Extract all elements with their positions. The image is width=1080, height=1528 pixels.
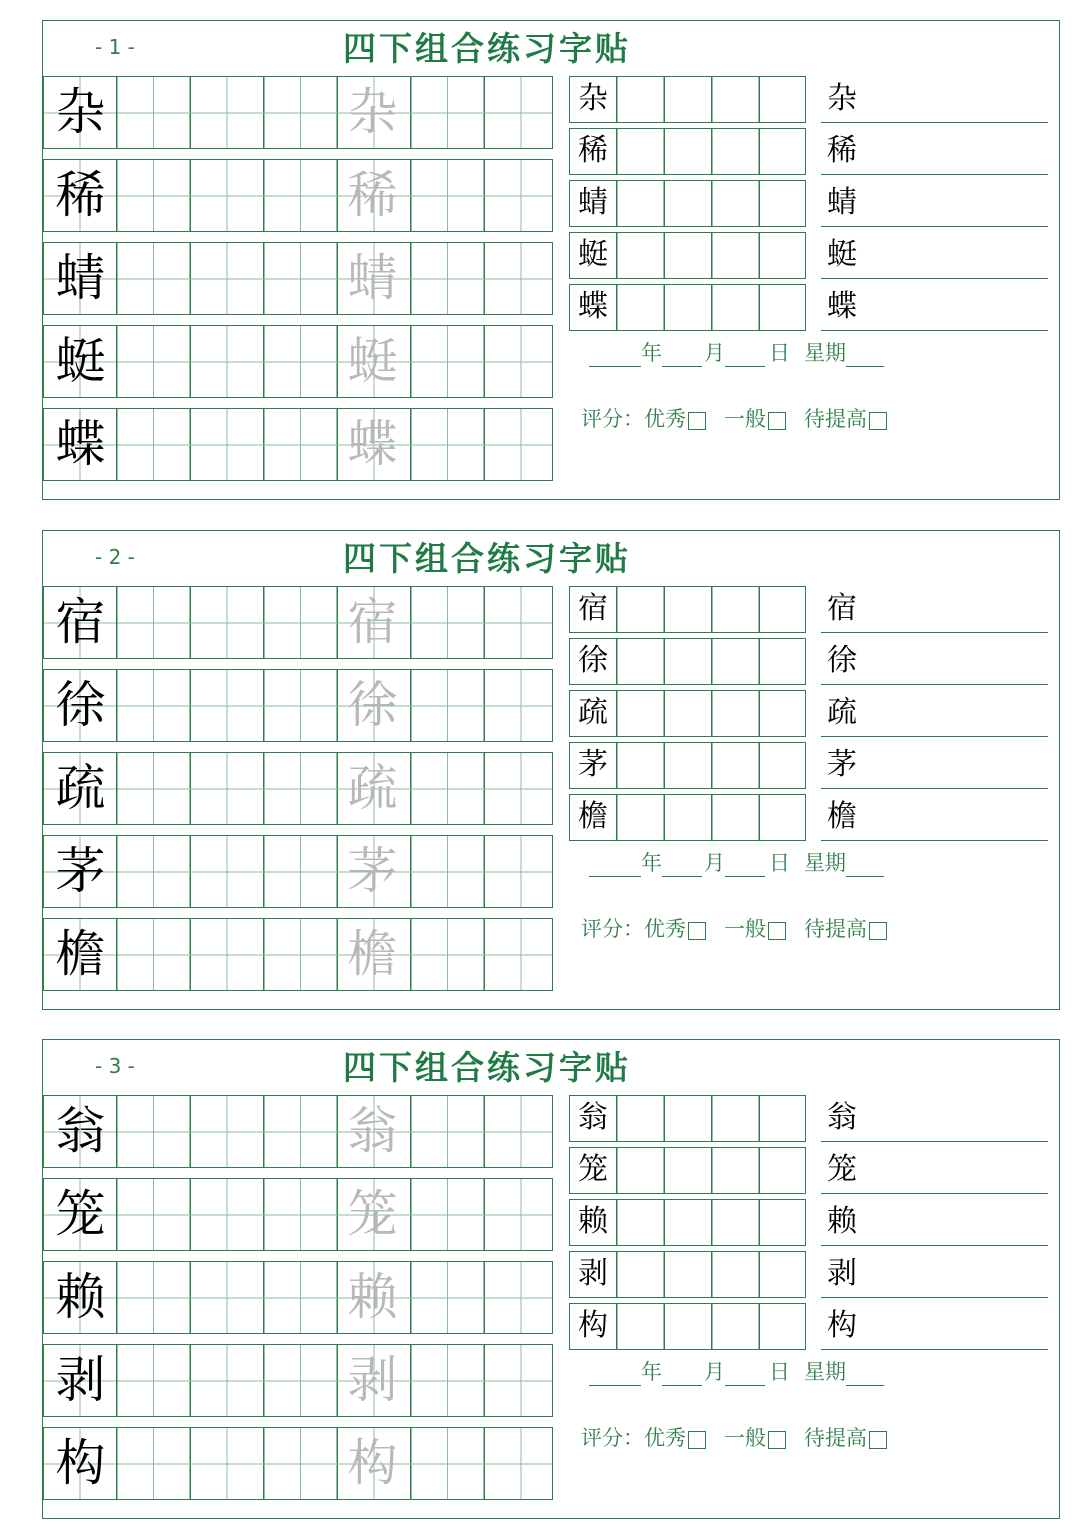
model-character: 稀 <box>55 166 106 224</box>
main-grid-row[interactable] <box>43 669 553 742</box>
small-grid-row[interactable] <box>569 586 806 633</box>
small-grid-row[interactable] <box>569 1147 806 1194</box>
rating-option-improve: 待提高 <box>804 407 867 431</box>
line-character: 构 <box>827 1308 857 1343</box>
line-character: 笼 <box>827 1152 857 1187</box>
main-grid-row[interactable] <box>43 242 553 315</box>
practice-panel <box>42 20 1060 500</box>
trace-character: 赖 <box>347 1268 398 1326</box>
month-label: 月 <box>704 341 725 365</box>
trace-character: 檐 <box>347 925 398 983</box>
trace-character: 翁 <box>347 1102 398 1160</box>
main-grid-row[interactable] <box>43 586 553 659</box>
small-model-character: 蜻 <box>578 185 608 220</box>
model-character: 杂 <box>55 83 106 141</box>
line-character: 檐 <box>827 799 857 834</box>
line-character: 赖 <box>827 1204 857 1239</box>
model-character: 翁 <box>55 1102 106 1160</box>
model-character: 宿 <box>55 593 106 651</box>
line-entry[interactable] <box>821 794 1048 841</box>
line-character: 蝶 <box>827 289 857 324</box>
trace-character: 杂 <box>347 83 398 141</box>
year-blank[interactable] <box>589 850 641 877</box>
main-grid-row[interactable] <box>43 1095 553 1168</box>
day-blank[interactable] <box>725 1359 765 1386</box>
line-entry[interactable] <box>821 76 1048 123</box>
practice-panel <box>42 1039 1060 1519</box>
line-entry[interactable] <box>821 284 1048 331</box>
weekday-label: 星期 <box>804 851 846 875</box>
improve-checkbox[interactable] <box>869 922 887 940</box>
day-blank[interactable] <box>725 340 765 367</box>
excellent-checkbox[interactable] <box>688 412 706 430</box>
small-grid-row[interactable] <box>569 1095 806 1142</box>
line-entry[interactable] <box>821 638 1048 685</box>
model-character: 笼 <box>55 1185 106 1243</box>
average-checkbox[interactable] <box>768 1431 786 1449</box>
month-label: 月 <box>704 851 725 875</box>
main-grid-row[interactable] <box>43 1427 553 1500</box>
panel-title: 四下组合练习字贴 <box>343 29 631 68</box>
line-entry[interactable] <box>821 1251 1048 1298</box>
line-character: 蜻 <box>827 185 857 220</box>
weekday-blank[interactable] <box>846 340 884 367</box>
date-line <box>589 847 884 881</box>
improve-checkbox[interactable] <box>869 1431 887 1449</box>
main-grid-row[interactable] <box>43 1261 553 1334</box>
rating-option-excellent: 优秀 <box>644 407 686 431</box>
small-model-character: 构 <box>578 1308 608 1343</box>
small-model-character: 赖 <box>578 1204 608 1239</box>
line-entry[interactable] <box>821 586 1048 633</box>
model-character: 构 <box>55 1434 106 1492</box>
date-line <box>589 1356 884 1390</box>
line-character: 稀 <box>827 133 857 168</box>
model-character: 剥 <box>55 1351 106 1409</box>
small-model-character: 稀 <box>578 133 608 168</box>
small-grid-row[interactable] <box>569 128 806 175</box>
model-character: 檐 <box>55 925 106 983</box>
line-entry[interactable] <box>821 180 1048 227</box>
line-entry[interactable] <box>821 128 1048 175</box>
trace-character: 疏 <box>347 759 398 817</box>
small-model-character: 蝶 <box>578 289 608 324</box>
main-grid-row[interactable] <box>43 325 553 398</box>
excellent-checkbox[interactable] <box>688 922 706 940</box>
small-grid-row[interactable] <box>569 232 806 279</box>
small-grid-row[interactable] <box>569 1251 806 1298</box>
line-entry[interactable] <box>821 1303 1048 1350</box>
small-grid-row[interactable] <box>569 180 806 227</box>
year-blank[interactable] <box>589 1359 641 1386</box>
trace-character: 蜻 <box>347 249 398 307</box>
excellent-checkbox[interactable] <box>688 1431 706 1449</box>
model-character: 赖 <box>55 1268 106 1326</box>
line-character: 茅 <box>827 747 857 782</box>
small-grid-row[interactable] <box>569 1303 806 1350</box>
main-grid-row[interactable] <box>43 752 553 825</box>
line-character: 疏 <box>827 695 857 730</box>
trace-character: 宿 <box>347 593 398 651</box>
line-entry[interactable] <box>821 232 1048 279</box>
day-label: 日 <box>769 851 790 875</box>
small-model-character: 剥 <box>578 1256 608 1291</box>
year-label: 年 <box>641 1360 662 1384</box>
practice-panel <box>42 530 1060 1010</box>
small-grid-row[interactable] <box>569 284 806 331</box>
line-character: 宿 <box>827 591 857 626</box>
weekday-blank[interactable] <box>846 850 884 877</box>
line-entry[interactable] <box>821 1199 1048 1246</box>
month-blank[interactable] <box>662 1359 702 1386</box>
average-checkbox[interactable] <box>768 412 786 430</box>
rating-option-average: 一般 <box>724 407 766 431</box>
small-model-character: 徐 <box>578 643 608 678</box>
month-blank[interactable] <box>662 850 702 877</box>
rating-option-average: 一般 <box>724 1426 766 1450</box>
small-model-character: 蜓 <box>578 237 608 272</box>
model-character: 蜻 <box>55 249 106 307</box>
weekday-label: 星期 <box>804 1360 846 1384</box>
year-label: 年 <box>641 851 662 875</box>
trace-character: 构 <box>347 1434 398 1492</box>
trace-character: 茅 <box>347 842 398 900</box>
year-label: 年 <box>641 341 662 365</box>
main-grid-row[interactable] <box>43 76 553 149</box>
line-entry[interactable] <box>821 1095 1048 1142</box>
main-grid-row[interactable] <box>43 1178 553 1251</box>
small-model-character: 宿 <box>578 591 608 626</box>
trace-character: 稀 <box>347 166 398 224</box>
main-grid-row[interactable] <box>43 408 553 481</box>
rating-line <box>581 1422 905 1456</box>
rating-option-average: 一般 <box>724 917 766 941</box>
main-grid-row[interactable] <box>43 1344 553 1417</box>
trace-character: 蝶 <box>347 415 398 473</box>
trace-character: 剥 <box>347 1351 398 1409</box>
month-blank[interactable] <box>662 340 702 367</box>
model-character: 疏 <box>55 759 106 817</box>
main-grid-row[interactable] <box>43 835 553 908</box>
small-grid-row[interactable] <box>569 638 806 685</box>
line-character: 蜓 <box>827 237 857 272</box>
small-grid-row[interactable] <box>569 794 806 841</box>
line-entry[interactable] <box>821 690 1048 737</box>
panel-title: 四下组合练习字贴 <box>343 1048 631 1087</box>
page-number: - 2 - <box>95 545 135 569</box>
day-label: 日 <box>769 341 790 365</box>
rating-option-improve: 待提高 <box>804 1426 867 1450</box>
model-character: 茅 <box>55 842 106 900</box>
trace-character: 笼 <box>347 1185 398 1243</box>
year-blank[interactable] <box>589 340 641 367</box>
weekday-label: 星期 <box>804 341 846 365</box>
panel-title: 四下组合练习字贴 <box>343 539 631 578</box>
rating-option-excellent: 优秀 <box>644 917 686 941</box>
rating-option-excellent: 优秀 <box>644 1426 686 1450</box>
date-line <box>589 337 884 371</box>
trace-character: 徐 <box>347 676 398 734</box>
small-grid-row[interactable] <box>569 742 806 789</box>
small-model-character: 杂 <box>578 81 608 116</box>
weekday-blank[interactable] <box>846 1359 884 1386</box>
small-model-character: 檐 <box>578 799 608 834</box>
line-character: 翁 <box>827 1100 857 1135</box>
improve-checkbox[interactable] <box>869 412 887 430</box>
rating-option-improve: 待提高 <box>804 917 867 941</box>
model-character: 蝶 <box>55 415 106 473</box>
small-model-character: 疏 <box>578 695 608 730</box>
page-number: - 3 - <box>95 1054 135 1078</box>
rating-line <box>581 913 905 947</box>
page-number: - 1 - <box>95 35 135 59</box>
rating-label: 评分： <box>581 1426 644 1450</box>
small-model-character: 笼 <box>578 1152 608 1187</box>
line-entry[interactable] <box>821 742 1048 789</box>
average-checkbox[interactable] <box>768 922 786 940</box>
day-label: 日 <box>769 1360 790 1384</box>
day-blank[interactable] <box>725 850 765 877</box>
rating-label: 评分： <box>581 917 644 941</box>
small-model-character: 茅 <box>578 747 608 782</box>
line-entry[interactable] <box>821 1147 1048 1194</box>
small-grid-row[interactable] <box>569 690 806 737</box>
line-character: 徐 <box>827 643 857 678</box>
model-character: 蜓 <box>55 332 106 390</box>
model-character: 徐 <box>55 676 106 734</box>
main-grid-row[interactable] <box>43 918 553 991</box>
small-grid-row[interactable] <box>569 1199 806 1246</box>
small-grid-row[interactable] <box>569 76 806 123</box>
trace-character: 蜓 <box>347 332 398 390</box>
month-label: 月 <box>704 1360 725 1384</box>
line-character: 剥 <box>827 1256 857 1291</box>
main-grid-row[interactable] <box>43 159 553 232</box>
rating-line <box>581 403 905 437</box>
small-model-character: 翁 <box>578 1100 608 1135</box>
rating-label: 评分： <box>581 407 644 431</box>
line-character: 杂 <box>827 81 857 116</box>
